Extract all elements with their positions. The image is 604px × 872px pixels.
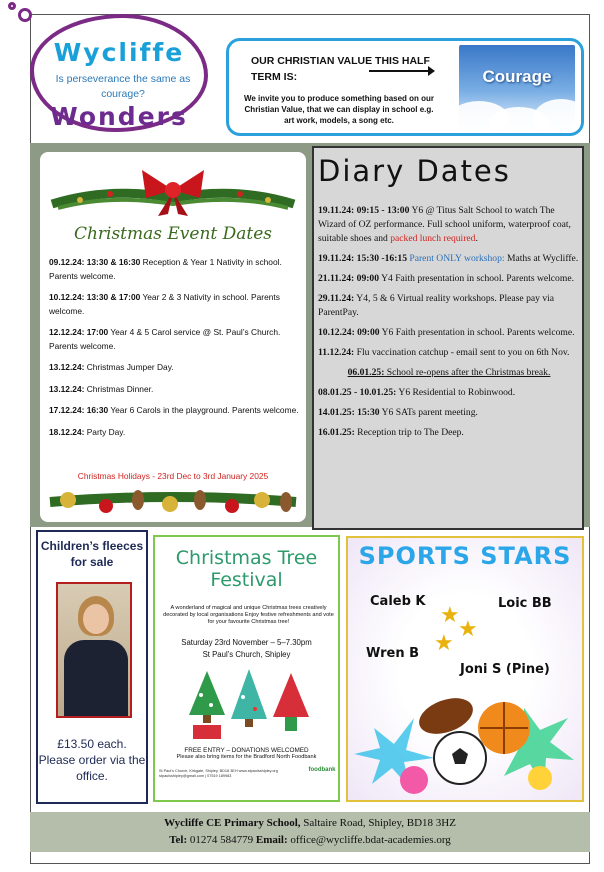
tree-festival-address: St Paul’s Church, Kirkgate, Shipley, BD18 3EH www.stpaulsshipley.org stpaulsshipley@gmail.com | 07519 189983 <box>159 769 278 778</box>
sports-star-name: Loic BB <box>498 596 552 611</box>
list-item: 21.11.24: 09:00 Y4 Faith presentation in school. Parents welcome. <box>318 273 574 284</box>
christmas-trees-icon <box>185 667 313 743</box>
sports-balls-icon <box>354 688 578 800</box>
diary-title: Diary Dates <box>318 154 511 188</box>
list-item: 12.12.24: 17:00 Year 4 & 5 Carol service @ St. Paul’s Church. Parents welcome. <box>49 327 281 351</box>
arrow-right-icon <box>369 70 433 72</box>
value-invite-text: We invite you to produce something based on our Christian Value, that we can display in school e.g. art work, models, a song etc. <box>243 94 435 125</box>
title-question: Is perseverance the same as courage? <box>55 73 191 100</box>
title-wonders: Wonders <box>50 102 188 131</box>
christmas-events-list <box>49 256 299 447</box>
list-item: 08.01.25 - 10.01.25: Y6 Residential to Robinwood. <box>318 387 516 398</box>
list-item: 19.11.24: 15:30 -16:15 Parent ONLY workshop: Maths at Wycliffe. <box>318 253 579 264</box>
list-item: 13.12.24: Christmas Jumper Day. <box>49 362 174 372</box>
newsletter-title-bubble <box>30 14 208 132</box>
list-item: 11.12.24: Flu vaccination catchup - email sent to you on 6th Nov. <box>318 347 570 358</box>
gold-star-icon: ★ <box>434 630 454 655</box>
value-heading: OUR CHRISTIAN VALUE THIS HALF TERM IS: <box>251 55 430 83</box>
footer-address: Saltaire Road, Shipley, BD18 3HZ <box>300 817 456 829</box>
courage-sky-image <box>459 45 575 129</box>
sports-star-name: Caleb K <box>370 594 426 609</box>
list-item: 14.01.25: 15:30 Y6 SATs parent meeting. <box>318 407 478 418</box>
bubble-puff-icon <box>18 8 32 22</box>
list-item: 10.12.24: 09:00 Y6 Faith presentation in school. Parents welcome. <box>318 327 575 338</box>
footer-email[interactable]: office@wycliffe.bdat-academies.org <box>287 834 451 846</box>
foodbank-logo: foodbank <box>308 767 336 773</box>
footer-tel-label: Tel: <box>169 834 188 846</box>
title-wycliffe: Wycliffe <box>53 38 185 67</box>
sports-star-name: Joni S (Pine) <box>460 662 550 677</box>
fleeces-title: Children’s fleeces for sale <box>40 539 144 569</box>
tree-festival-entry: FREE ENTRY – DONATIONS WELCOMED Please also bring items for the Bradford North Foodbank <box>176 747 317 760</box>
tree-festival-poster <box>153 535 340 802</box>
christmas-bow-garland-icon <box>50 164 296 216</box>
list-item: 29.11.24: Y4, 5 & 6 Virtual reality workshops. Please pay via ParentPay. <box>318 293 555 318</box>
christmas-holidays-note: Christmas Holidays - 23rd Dec to 3rd January 2025 <box>77 471 269 481</box>
tree-festival-description: A wonderland of magical and unique Christmas trees creatively decorated by local organisations Enjoy festive refreshments and vote for your favourite Christmas tree! <box>163 605 334 625</box>
christmas-events-card <box>40 152 306 522</box>
christian-value-box <box>226 38 584 136</box>
fleeces-for-sale-panel <box>36 530 148 804</box>
sports-stars-panel <box>346 536 584 802</box>
list-item: 10.12.24: 13:30 & 17:00 Year 2 & 3 Nativity in school. Parents welcome. <box>49 292 280 316</box>
pinecone-garland-icon <box>48 478 298 518</box>
courage-word: Courage <box>482 67 552 86</box>
list-item: 06.01.25: School re-opens after the Christmas break. <box>347 367 551 378</box>
list-item: 17.12.24: 16:30 Year 6 Carols in the playground. Parents welcome. <box>49 405 299 415</box>
fleeces-price-text: £13.50 each. Please order via the office. <box>38 737 146 783</box>
footer-tel: 01274 584779 <box>187 834 256 846</box>
list-item: 18.12.24: Party Day. <box>49 426 126 437</box>
fleece-photo <box>56 582 132 718</box>
footer-email-label: Email: <box>255 834 288 846</box>
sports-stars-title: SPORTS STARS <box>358 542 572 570</box>
tree-festival-date: Saturday 23rd November – 5–7.30pm St Paul’s Church, Shipley <box>181 638 312 659</box>
list-item: 19.11.24: 09:15 - 13:00 Y6 @ Titus Salt School to watch The Wizard of OZ performance. Full school uniform, waterproof coat, suitable shoes and packed lunch required. <box>318 205 571 244</box>
footer-contact <box>30 812 590 852</box>
christmas-events-title: Christmas Event Dates <box>73 224 273 244</box>
diary-list <box>318 204 580 446</box>
bubble-puff-small-icon <box>8 2 16 10</box>
list-item: 16.01.25: Reception trip to The Deep. <box>318 427 464 438</box>
diary-dates-panel <box>312 146 584 530</box>
footer-school-name: Wycliffe CE Primary School, <box>164 817 301 829</box>
tree-festival-title: Christmas Tree Festival <box>175 547 318 591</box>
gold-star-icon: ★ <box>440 602 460 627</box>
gold-star-icon: ★ <box>458 616 478 641</box>
list-item: 13.12.24: Christmas Dinner. <box>49 383 154 394</box>
sports-star-name: Wren B <box>366 646 420 661</box>
list-item: 09.12.24: 13:30 & 16:30 Reception & Year 1 Nativity in school. Parents welcome. <box>49 257 282 281</box>
